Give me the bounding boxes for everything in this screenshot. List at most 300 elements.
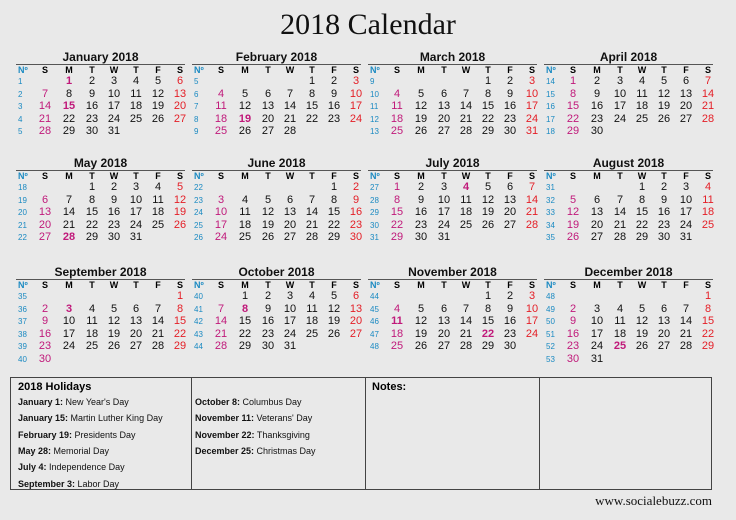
weekday-header: W <box>461 171 471 181</box>
day-cell: 12 <box>173 193 187 206</box>
day-cell: 3 <box>132 181 140 193</box>
weekday-header: F <box>331 171 337 181</box>
weekday-header: T <box>441 65 447 75</box>
day-cell: 12 <box>657 87 671 100</box>
week-number: 7 <box>194 102 199 111</box>
weekday-header: S <box>704 171 711 181</box>
day-cell: 11 <box>391 100 403 112</box>
day-cell: 27 <box>590 231 604 243</box>
day-cell: 8 <box>393 193 401 206</box>
weekday-header: T <box>309 65 315 75</box>
week-number-header: Nº <box>18 65 28 75</box>
day-cell: 1 <box>176 290 184 302</box>
weekday-header: F <box>155 65 161 75</box>
holidays-notes-box <box>10 377 712 490</box>
weekday-header: M <box>241 65 249 75</box>
month-name: November 2018 <box>408 265 497 279</box>
weekday-header: S <box>393 171 400 181</box>
holiday-item <box>18 479 119 489</box>
day-cell: 27 <box>129 340 143 352</box>
week-number: 36 <box>18 304 27 314</box>
day-cell: 30 <box>566 352 580 365</box>
weekday-header: S <box>352 171 359 181</box>
week-number: 43 <box>194 329 203 339</box>
weekday-header: S <box>704 65 711 75</box>
holiday-name: Labor Day <box>75 478 120 489</box>
day-cell: 31 <box>437 231 451 243</box>
day-cell: 29 <box>62 125 76 137</box>
weekday-header: T <box>265 65 271 75</box>
day-cell: 4 <box>616 302 624 315</box>
day-cell: 20 <box>679 100 693 112</box>
day-cell: 4 <box>393 302 401 315</box>
day-cell: 20 <box>657 327 671 340</box>
day-cell: 9 <box>41 315 49 327</box>
day-cell: 14 <box>701 87 715 100</box>
day-cell: 4 <box>393 87 401 100</box>
week-number-header: Nº <box>546 65 556 75</box>
month-name: June 2018 <box>247 156 306 170</box>
day-cell: 23 <box>503 112 517 125</box>
notes-title: Notes: <box>372 381 407 393</box>
day-cell: 21 <box>613 218 627 231</box>
week-number: 3 <box>18 102 23 111</box>
weekday-header: W <box>285 65 295 75</box>
weekday-header: W <box>109 171 119 181</box>
day-cell: 30 <box>414 231 428 243</box>
day-cell: 24 <box>214 231 228 243</box>
day-cell: 21 <box>679 327 693 340</box>
day-cell: 10 <box>437 193 451 206</box>
week-number: 35 <box>18 292 27 301</box>
day-cell: 24 <box>129 218 143 231</box>
week-number: 20 <box>18 208 27 217</box>
day-cell: 21 <box>283 112 297 125</box>
day-cell: 20 <box>38 218 52 231</box>
day-cell: 28 <box>305 231 319 243</box>
day-cell: 10 <box>590 315 604 327</box>
day-cell: 25 <box>305 327 319 340</box>
day-cell: 2 <box>506 75 514 87</box>
day-cell: 26 <box>107 340 121 352</box>
day-cell: 23 <box>327 112 341 125</box>
weekday-header: M <box>241 280 249 290</box>
weekday-header: T <box>661 280 667 290</box>
day-cell: 28 <box>613 231 627 243</box>
day-cell: 3 <box>593 302 601 315</box>
day-cell: 21 <box>151 327 165 340</box>
week-number: 11 <box>370 102 379 111</box>
week-number: 45 <box>370 304 379 314</box>
day-cell: 31 <box>590 352 604 365</box>
month-name: March 2018 <box>419 50 486 64</box>
day-cell: 22 <box>701 327 715 340</box>
day-cell: 8 <box>638 193 646 206</box>
week-number: 27 <box>370 183 379 192</box>
day-cell: 12 <box>414 100 428 112</box>
week-number-header: Nº <box>546 171 556 181</box>
week-number: 46 <box>370 317 379 326</box>
weekday-header: M <box>417 280 425 290</box>
day-cell: 13 <box>657 315 671 327</box>
day-cell: 24 <box>107 112 121 125</box>
weekday-header: T <box>441 171 447 181</box>
day-cell: 8 <box>308 87 316 100</box>
day-cell: 27 <box>503 218 517 231</box>
day-cell: 13 <box>173 87 187 100</box>
day-cell: 18 <box>635 100 649 112</box>
week-number: 42 <box>194 317 203 326</box>
day-cell: 9 <box>506 302 514 315</box>
day-cell: 23 <box>590 112 604 125</box>
day-cell: 29 <box>481 340 495 352</box>
week-number: 13 <box>370 127 379 136</box>
weekday-header: S <box>569 280 576 290</box>
day-cell: 18 <box>129 100 143 112</box>
holiday-date: November 22: <box>195 429 255 440</box>
day-cell: 24 <box>62 340 76 352</box>
day-cell: 19 <box>414 327 428 340</box>
month-name: July 2018 <box>425 156 480 170</box>
day-cell: 25 <box>390 340 404 352</box>
day-cell: 6 <box>286 193 294 206</box>
day-cell: 10 <box>679 193 693 206</box>
day-cell: 11 <box>239 206 251 218</box>
day-cell: 18 <box>151 206 165 218</box>
weekday-header: T <box>485 171 491 181</box>
weekday-header: T <box>265 280 271 290</box>
day-cell: 29 <box>173 340 187 352</box>
day-cell: 14 <box>151 315 165 327</box>
day-cell: 23 <box>566 340 580 352</box>
weekday-header: S <box>352 65 359 75</box>
day-cell: 4 <box>132 75 140 87</box>
weekday-header: M <box>241 171 249 181</box>
week-number: 39 <box>18 342 27 351</box>
weekday-header: T <box>133 171 139 181</box>
day-cell: 28 <box>151 340 165 352</box>
day-cell: 7 <box>154 302 162 315</box>
day-cell: 17 <box>679 206 693 218</box>
day-cell: 26 <box>635 340 649 352</box>
weekday-header: T <box>485 280 491 290</box>
day-cell: 20 <box>503 206 517 218</box>
day-cell: 11 <box>306 302 318 315</box>
holiday-date: July 4: <box>18 462 47 473</box>
day-cell: 26 <box>173 218 187 231</box>
day-cell: 13 <box>590 206 604 218</box>
day-cell: 16 <box>107 206 121 218</box>
day-cell: 27 <box>437 125 451 137</box>
day-cell: 26 <box>151 112 165 125</box>
day-cell: 25 <box>459 218 473 231</box>
weekday-header: F <box>507 280 513 290</box>
month-block <box>366 50 539 137</box>
day-cell: 19 <box>657 100 671 112</box>
month-name: August 2018 <box>592 156 665 170</box>
day-cell: 20 <box>437 112 451 125</box>
day-cell: 12 <box>261 206 275 218</box>
day-cell: 16 <box>657 206 671 218</box>
day-cell: 14 <box>525 193 539 206</box>
day-cell: 1 <box>65 75 73 87</box>
week-number: 44 <box>370 292 379 301</box>
day-cell: 7 <box>217 302 225 315</box>
day-cell: 1 <box>241 290 249 302</box>
day-cell: 4 <box>638 75 646 87</box>
day-cell: 7 <box>65 193 73 206</box>
holiday-item <box>195 413 312 423</box>
day-cell: 30 <box>590 125 604 137</box>
day-cell: 10 <box>129 193 143 206</box>
day-cell: 19 <box>327 315 341 327</box>
day-cell: 17 <box>437 206 451 218</box>
day-cell: 27 <box>349 327 363 340</box>
month-name: April 2018 <box>599 50 658 64</box>
day-cell: 6 <box>440 87 448 100</box>
day-cell: 16 <box>85 100 99 112</box>
day-cell: 19 <box>635 327 649 340</box>
holiday-name: Independence Day <box>46 462 125 473</box>
day-cell: 25 <box>151 218 165 231</box>
day-cell: 11 <box>636 87 648 100</box>
day-cell: 15 <box>481 100 495 112</box>
weekday-header: S <box>41 171 48 181</box>
weekday-header: S <box>569 171 576 181</box>
weekday-header: S <box>41 65 48 75</box>
day-cell: 10 <box>283 302 297 315</box>
day-cell: 29 <box>481 125 495 137</box>
week-number: 17 <box>546 114 555 124</box>
weekday-header: W <box>461 65 471 75</box>
day-cell: 13 <box>437 100 451 112</box>
day-cell: 5 <box>241 87 249 100</box>
day-cell: 1 <box>638 181 646 193</box>
day-cell: 9 <box>506 87 514 100</box>
day-cell: 9 <box>88 87 96 100</box>
week-number-header: Nº <box>546 280 556 290</box>
day-cell: 14 <box>613 206 627 218</box>
day-cell: 2 <box>506 290 514 302</box>
day-cell: 13 <box>261 100 275 112</box>
day-cell: 24 <box>679 218 693 231</box>
weekday-header: T <box>617 171 623 181</box>
week-number: 31 <box>546 183 555 192</box>
day-cell: 30 <box>38 352 52 365</box>
day-cell: 9 <box>569 315 577 327</box>
week-number: 8 <box>194 114 199 124</box>
day-cell: 22 <box>481 327 495 340</box>
day-cell: 17 <box>214 218 228 231</box>
week-number: 12 <box>370 114 379 124</box>
day-cell: 15 <box>390 206 404 218</box>
day-cell: 26 <box>414 125 428 137</box>
weekday-header: W <box>109 280 119 290</box>
weekday-header: F <box>683 171 689 181</box>
day-cell: 3 <box>528 290 536 302</box>
day-cell: 26 <box>657 112 671 125</box>
day-cell: 4 <box>462 181 470 193</box>
week-number-header: Nº <box>370 280 380 290</box>
day-cell: 24 <box>613 112 627 125</box>
day-cell: 28 <box>214 340 228 352</box>
day-cell: 26 <box>327 327 341 340</box>
week-number: 29 <box>370 208 379 217</box>
day-cell: 3 <box>352 75 360 87</box>
day-cell: 28 <box>283 125 297 137</box>
day-cell: 8 <box>176 302 184 315</box>
holiday-date: September 3: <box>18 478 76 489</box>
week-number: 23 <box>194 195 203 205</box>
month-name: September 2018 <box>54 265 147 279</box>
weekday-header: S <box>704 280 711 290</box>
day-cell: 21 <box>459 112 473 125</box>
day-cell: 3 <box>286 290 294 302</box>
holiday-item <box>18 413 163 423</box>
day-cell: 23 <box>414 218 428 231</box>
month-block <box>366 265 539 352</box>
day-cell: 1 <box>484 75 492 87</box>
day-cell: 25 <box>214 125 228 137</box>
day-cell: 7 <box>41 87 49 100</box>
holiday-name: Memorial Day <box>51 445 110 456</box>
day-cell: 2 <box>264 290 272 302</box>
day-cell: 22 <box>390 218 404 231</box>
day-cell: 31 <box>283 340 297 352</box>
day-cell: 18 <box>459 206 473 218</box>
weekday-header: T <box>661 65 667 75</box>
day-cell: 30 <box>349 231 363 243</box>
day-cell: 31 <box>525 125 539 137</box>
month-block <box>14 50 187 137</box>
weekday-header: F <box>507 65 513 75</box>
weekday-header: T <box>265 171 271 181</box>
day-cell: 10 <box>214 206 228 218</box>
day-cell: 2 <box>660 181 668 193</box>
day-cell: 24 <box>349 112 363 125</box>
day-cell: 6 <box>352 290 360 302</box>
holiday-item <box>18 446 109 456</box>
day-cell: 21 <box>525 206 539 218</box>
weekday-header: S <box>528 171 535 181</box>
week-number: 5 <box>18 127 23 136</box>
day-cell: 9 <box>352 193 360 206</box>
day-cell: 27 <box>679 112 693 125</box>
week-number: 21 <box>18 220 27 230</box>
day-cell: 7 <box>286 87 294 100</box>
week-number: 47 <box>370 329 379 339</box>
day-cell: 25 <box>635 112 649 125</box>
day-cell: 22 <box>327 218 341 231</box>
holiday-date: January 1: <box>18 397 64 407</box>
day-cell: 16 <box>503 315 517 327</box>
day-cell: 6 <box>506 181 514 193</box>
day-cell: 17 <box>525 100 539 112</box>
day-cell: 14 <box>214 315 228 327</box>
day-cell: 2 <box>417 181 425 193</box>
day-cell: 14 <box>62 206 76 218</box>
day-cell: 3 <box>682 181 690 193</box>
day-cell: 22 <box>635 218 649 231</box>
week-number: 26 <box>194 233 203 242</box>
day-cell: 3 <box>217 193 225 206</box>
day-cell: 6 <box>660 302 668 315</box>
week-number: 40 <box>194 292 203 301</box>
day-cell: 3 <box>110 75 118 87</box>
day-cell: 9 <box>264 302 272 315</box>
week-number-header: Nº <box>194 280 204 290</box>
day-cell: 1 <box>308 75 316 87</box>
day-cell: 15 <box>566 100 580 112</box>
day-cell: 20 <box>349 315 363 327</box>
day-cell: 15 <box>635 206 649 218</box>
weekday-header: T <box>485 65 491 75</box>
day-cell: 12 <box>566 206 580 218</box>
weekday-header: S <box>217 171 224 181</box>
week-number: 37 <box>18 317 27 326</box>
site-credit: www.socialebuzz.com <box>595 493 712 508</box>
day-cell: 1 <box>704 290 712 302</box>
day-cell: 24 <box>590 340 604 352</box>
day-cell: 28 <box>459 125 473 137</box>
week-number: 48 <box>370 342 379 351</box>
day-cell: 30 <box>657 231 671 243</box>
week-number: 44 <box>194 342 203 351</box>
day-cell: 11 <box>702 193 714 206</box>
week-number: 49 <box>546 304 555 314</box>
weekday-header: S <box>217 280 224 290</box>
day-cell: 23 <box>349 218 363 231</box>
day-cell: 5 <box>110 302 118 315</box>
month-block <box>542 156 715 243</box>
week-number-header: Nº <box>18 280 28 290</box>
weekday-header: T <box>617 65 623 75</box>
day-cell: 8 <box>484 87 492 100</box>
weekday-header: F <box>155 280 161 290</box>
day-cell: 9 <box>330 87 338 100</box>
week-number: 16 <box>546 102 555 111</box>
week-number: 35 <box>546 233 555 242</box>
week-number-header: Nº <box>194 171 204 181</box>
day-cell: 5 <box>264 193 272 206</box>
day-cell: 3 <box>528 75 536 87</box>
day-cell: 12 <box>238 100 252 112</box>
day-cell: 28 <box>701 112 715 125</box>
day-cell: 17 <box>613 100 627 112</box>
day-cell: 25 <box>701 218 715 231</box>
day-cell: 1 <box>393 181 401 193</box>
day-cell: 24 <box>283 327 297 340</box>
week-number: 40 <box>18 354 27 364</box>
day-cell: 31 <box>679 231 693 243</box>
day-cell: 9 <box>110 193 118 206</box>
weekday-header: M <box>593 280 601 290</box>
weekday-header: T <box>89 65 95 75</box>
day-cell: 12 <box>481 193 495 206</box>
week-number: 22 <box>18 233 27 242</box>
day-cell: 12 <box>414 315 428 327</box>
day-cell: 18 <box>613 327 627 340</box>
weekday-header: T <box>441 280 447 290</box>
week-number-header: Nº <box>18 171 28 181</box>
day-cell: 2 <box>110 181 118 193</box>
day-cell: 3 <box>616 75 624 87</box>
holiday-name: Columbus Day <box>240 397 302 407</box>
week-number: 9 <box>370 77 375 86</box>
day-cell: 14 <box>305 206 319 218</box>
weekday-header: T <box>133 65 139 75</box>
day-cell: 18 <box>85 327 99 340</box>
